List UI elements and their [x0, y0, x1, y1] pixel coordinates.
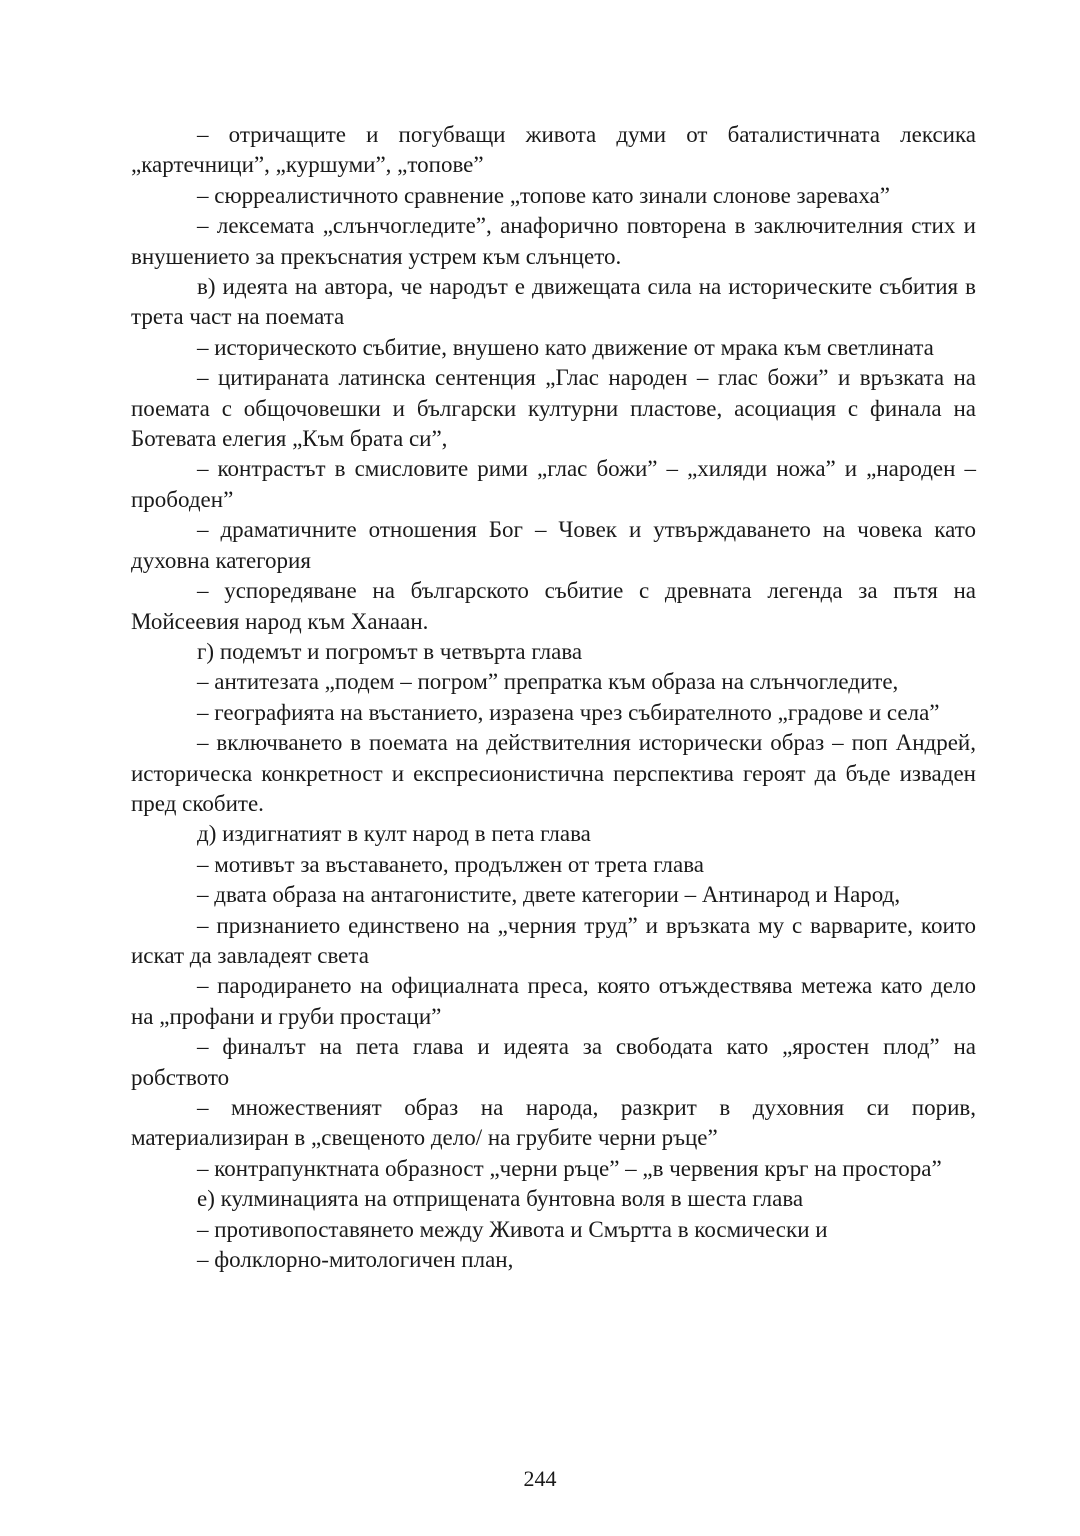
paragraph: – признанието единствено на „черния труд” и връзката му с варварите, които искат да завладеят света — [131, 912, 976, 968]
paragraph: – отричащите и погубващи живота думи от баталистичната лексика „картечници”, „куршуми”, „топове” — [131, 122, 976, 178]
paragraph: – финалът на пета глава и идеята за свободата като „яростен плод” на робството — [131, 1034, 976, 1090]
paragraph: – контрастът в смисловите рими „глас божи” – „хиляди ножа” и „народен – прободен” — [131, 456, 976, 512]
body-text — [131, 120, 976, 1275]
paragraph: – пародирането на официалната преса, която отъждествява метежа като дело на „профани и груби простаци” — [131, 973, 976, 1029]
paragraph: – фолклорно-митологичен план, — [197, 1247, 514, 1273]
paragraph: – историческото събитие, внушено като движение от мрака към светлината — [197, 334, 934, 360]
paragraph: – контрапунктната образност „черни ръце” – „в червения кръг на простора” — [197, 1155, 942, 1181]
paragraph: – сюрреалистичното сравнение „топове като зинали слонове зареваха” — [197, 182, 890, 208]
paragraph: – антитезата „подем – погром” препратка към образа на слънчогледите, — [197, 669, 899, 695]
paragraph: – включването в поемата на действителния исторически образ – поп Андрей, историческа конкретност и експресионистична перспектива героят да бъде изваден пред скобите. — [131, 730, 976, 816]
paragraph: – успоредяване на българското събитие с древната легенда за пътя на Мойсеевия народ към Ханаан. — [131, 578, 976, 634]
page-number: 244 — [523, 1466, 557, 1491]
paragraph: г) подемът и погромът в четвърта глава — [197, 638, 583, 664]
paragraph: – противопоставянето между Живота и Смъртта в космически и — [197, 1216, 828, 1242]
paragraph: – цитираната латинска сентенция „Глас народен – глас божи” и връзката на поемата с общочовешки и български културни пластове, асоциация с финала на Ботевата елегия „Към брата си”, — [131, 365, 976, 452]
paragraph: в) идеята на автора, че народът е движещата сила на историческите събития в трета част на поемата — [131, 274, 976, 330]
paragraph: е) кулминацията на отприщената бунтовна воля в шеста глава — [197, 1186, 804, 1212]
paragraph: – множественият образ на народа, разкрит в духовния си порив, материализиран в „свещеното дело/ на грубите черни ръце” — [131, 1095, 976, 1151]
paragraph: д) издигнатият в култ народ в пета глава — [197, 821, 591, 847]
paragraph: – двата образа на антагонистите, двете категории – Антинарод и Народ, — [197, 882, 901, 908]
paragraph: – лексемата „слънчогледите”, анафорично повторена в заключителния стих и внушението за прекъснатия устрем към слънцето. — [131, 213, 976, 269]
paragraph: – мотивът за въставането, продължен от трета глава — [197, 851, 704, 877]
paragraph: – драматичните отношения Бог – Човек и утвърждаването на човека като духовна категория — [131, 517, 976, 573]
paragraph: – географията на въстанието, изразена чрез събирателното „градове и села” — [197, 699, 940, 725]
